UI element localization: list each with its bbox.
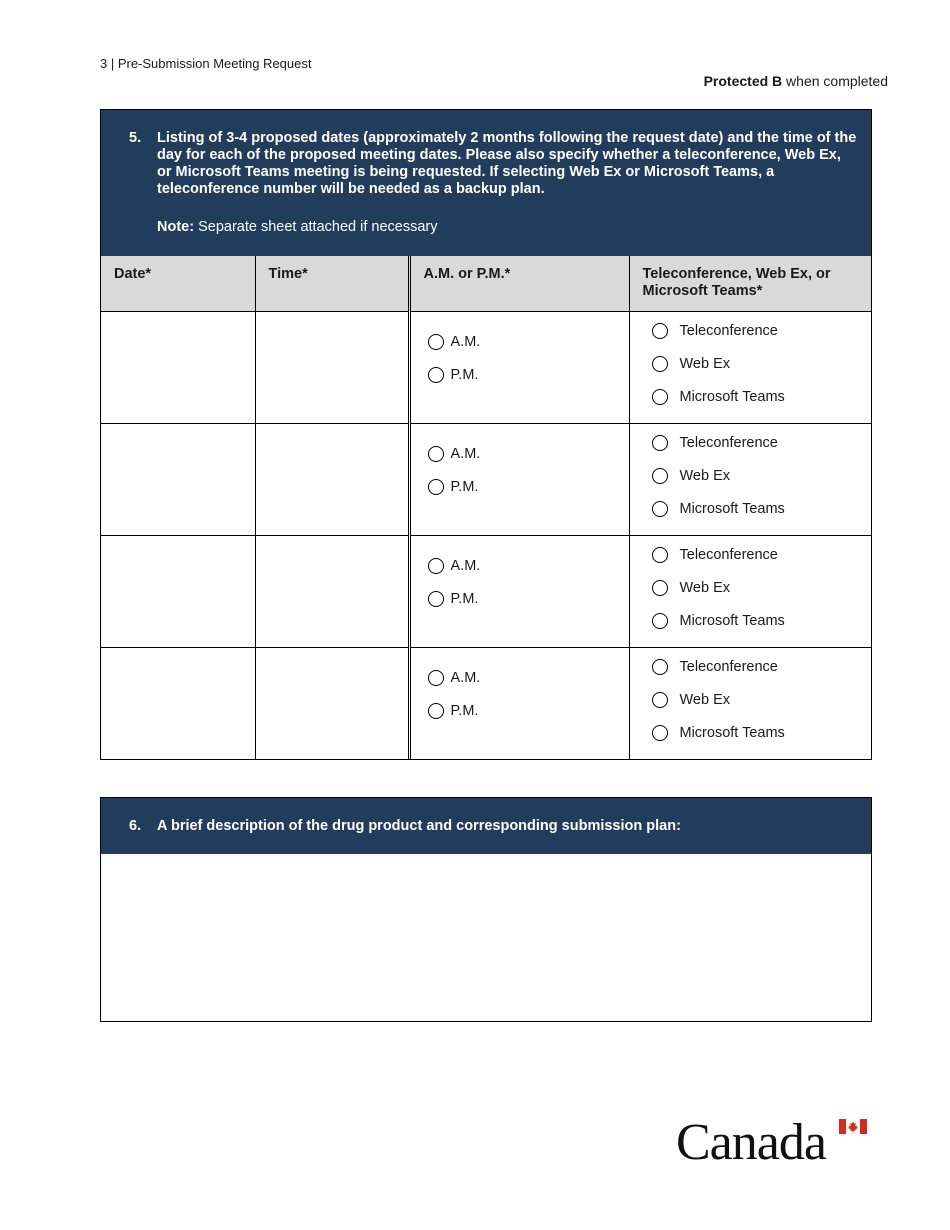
pm-radio[interactable] <box>428 591 444 607</box>
table-row <box>101 535 871 647</box>
teleconference-label: Teleconference <box>679 659 778 675</box>
meeting-type-cell <box>629 311 871 423</box>
protected-status <box>704 73 888 89</box>
teleconference-option[interactable] <box>652 323 872 340</box>
time-cell[interactable] <box>255 311 409 423</box>
webex-label: Web Ex <box>679 692 731 708</box>
webex-option[interactable] <box>652 468 872 485</box>
webex-option[interactable] <box>652 692 872 709</box>
teleconference-label: Teleconference <box>679 547 778 563</box>
webex-option[interactable] <box>652 580 872 597</box>
question-number: 6. <box>129 818 142 834</box>
microsoft-teams-label: Microsoft Teams <box>679 501 785 517</box>
table-row <box>101 311 871 423</box>
meeting-type-cell <box>629 423 871 535</box>
microsoft-teams-label: Microsoft Teams <box>679 613 785 629</box>
canada-wordmark: Canada <box>676 1114 826 1171</box>
webex-label: Web Ex <box>679 580 731 596</box>
teleconference-radio[interactable] <box>652 435 668 451</box>
microsoft-teams-label: Microsoft Teams <box>679 389 785 405</box>
ampm-radio-group <box>411 312 629 384</box>
pm-option[interactable] <box>428 703 629 720</box>
section-6-question <box>129 818 859 835</box>
teleconference-label: Teleconference <box>679 323 778 339</box>
ampm-cell <box>409 535 629 647</box>
column-header-time: Time* <box>255 256 409 311</box>
protected-suffix: when completed <box>782 73 888 89</box>
am-radio[interactable] <box>428 446 444 462</box>
date-cell[interactable] <box>101 535 255 647</box>
am-radio[interactable] <box>428 334 444 350</box>
page-header-label: 3 | Pre-Submission Meeting Request <box>100 56 312 71</box>
ampm-radio-group <box>411 648 629 720</box>
meeting-type-radio-group <box>630 424 872 518</box>
microsoft-teams-radio[interactable] <box>652 725 668 741</box>
ampm-radio-group <box>411 424 629 496</box>
am-option[interactable] <box>428 446 629 463</box>
am-label: A.M. <box>450 670 481 686</box>
pm-radio[interactable] <box>428 479 444 495</box>
microsoft-teams-radio[interactable] <box>652 501 668 517</box>
note-label: Note: <box>157 219 195 235</box>
column-header-ampm: A.M. or P.M.* <box>409 256 629 311</box>
ampm-radio-group <box>411 536 629 608</box>
am-option[interactable] <box>428 670 629 687</box>
section-6-header <box>101 798 871 854</box>
column-header-meeting-type: Teleconference, Web Ex, or Microsoft Teams* <box>629 256 871 311</box>
time-cell[interactable] <box>255 423 409 535</box>
section-5-proposed-dates <box>100 109 872 760</box>
microsoft-teams-option[interactable] <box>652 501 872 518</box>
teleconference-option[interactable] <box>652 659 872 676</box>
table-row <box>101 647 871 759</box>
section-5-note <box>157 219 859 235</box>
pm-label: P.M. <box>450 591 479 607</box>
webex-label: Web Ex <box>679 356 731 372</box>
section-6-description <box>100 797 872 1022</box>
question-text: Listing of 3-4 proposed dates (approximately 2 months following the request date) and the time of the day for each of the proposed meeting dates. Please also specify whether a teleconference, Web Ex, or Microsoft Teams meeting is being requested. If selecting Web Ex or Microsoft Teams, a teleconference number will be needed as a backup plan. <box>157 130 857 197</box>
canada-wordmark-logo <box>676 1114 870 1171</box>
microsoft-teams-radio[interactable] <box>652 613 668 629</box>
meeting-type-radio-group <box>630 536 872 630</box>
teleconference-radio[interactable] <box>652 547 668 563</box>
section-5-question <box>129 130 859 198</box>
pm-label: P.M. <box>450 479 479 495</box>
teleconference-radio[interactable] <box>652 659 668 675</box>
webex-option[interactable] <box>652 356 872 373</box>
time-cell[interactable] <box>255 647 409 759</box>
pm-option[interactable] <box>428 479 629 496</box>
ampm-cell <box>409 423 629 535</box>
ampm-cell <box>409 647 629 759</box>
section-5-header <box>101 110 871 256</box>
description-text-area[interactable] <box>101 854 871 1021</box>
am-option[interactable] <box>428 558 629 575</box>
table-row <box>101 423 871 535</box>
microsoft-teams-option[interactable] <box>652 725 872 742</box>
pm-radio[interactable] <box>428 703 444 719</box>
table-header-row <box>101 256 871 311</box>
webex-label: Web Ex <box>679 468 731 484</box>
meeting-type-radio-group <box>630 648 872 742</box>
proposed-dates-table <box>101 256 871 759</box>
date-cell[interactable] <box>101 423 255 535</box>
microsoft-teams-option[interactable] <box>652 389 872 406</box>
pm-label: P.M. <box>450 367 479 383</box>
am-option[interactable] <box>428 334 629 351</box>
am-label: A.M. <box>450 446 481 462</box>
meeting-type-cell <box>629 647 871 759</box>
pm-radio[interactable] <box>428 367 444 383</box>
am-label: A.M. <box>450 558 481 574</box>
microsoft-teams-option[interactable] <box>652 613 872 630</box>
am-radio[interactable] <box>428 558 444 574</box>
meeting-type-cell <box>629 535 871 647</box>
pm-option[interactable] <box>428 367 629 384</box>
question-number: 5. <box>129 130 142 146</box>
pm-label: P.M. <box>450 703 479 719</box>
protected-level: Protected B <box>703 73 783 89</box>
note-text: Separate sheet attached if necessary <box>194 219 438 235</box>
time-cell[interactable] <box>255 535 409 647</box>
microsoft-teams-radio[interactable] <box>652 389 668 405</box>
teleconference-radio[interactable] <box>652 323 668 339</box>
meeting-type-radio-group <box>630 312 872 406</box>
pm-option[interactable] <box>428 591 629 608</box>
column-header-date: Date* <box>101 256 255 311</box>
webex-radio[interactable] <box>652 580 668 596</box>
webex-radio[interactable] <box>652 692 668 708</box>
am-radio[interactable] <box>428 670 444 686</box>
date-cell[interactable] <box>101 647 255 759</box>
date-cell[interactable] <box>101 311 255 423</box>
teleconference-label: Teleconference <box>679 435 778 451</box>
microsoft-teams-label: Microsoft Teams <box>679 725 785 741</box>
teleconference-option[interactable] <box>652 547 872 564</box>
webex-radio[interactable] <box>652 356 668 372</box>
teleconference-option[interactable] <box>652 435 872 452</box>
am-label: A.M. <box>450 334 481 350</box>
webex-radio[interactable] <box>652 468 668 484</box>
ampm-cell <box>409 311 629 423</box>
question-text: A brief description of the drug product and corresponding submission plan: <box>157 818 681 834</box>
canada-flag-icon <box>839 1119 867 1134</box>
